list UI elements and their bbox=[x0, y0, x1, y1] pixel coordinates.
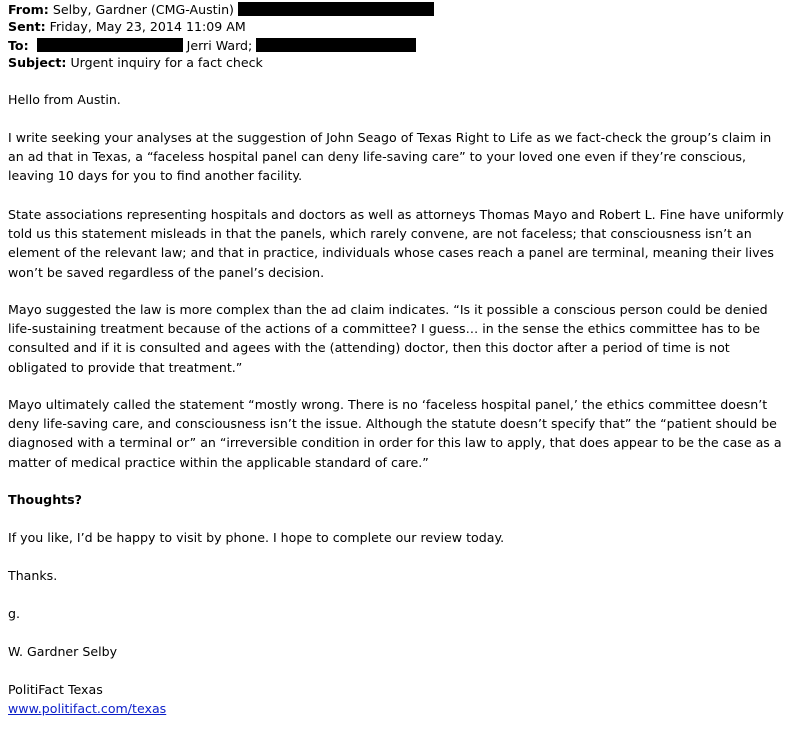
sent-label: Sent: bbox=[8, 19, 46, 34]
thanks-line: Thanks. bbox=[8, 568, 58, 583]
subject-label: Subject: bbox=[8, 55, 67, 70]
sent-line bbox=[8, 17, 246, 36]
to-value: Jerri Ward; bbox=[186, 38, 253, 53]
signature-org: PolitiFact Texas bbox=[8, 682, 103, 697]
greeting: Hello from Austin. bbox=[8, 92, 121, 107]
redaction-bar bbox=[238, 2, 434, 16]
from-label: From: bbox=[8, 2, 49, 17]
from-value: Selby, Gardner (CMG-Austin) bbox=[52, 2, 234, 17]
signature-name: W. Gardner Selby bbox=[8, 644, 118, 659]
paragraph-1: I write seeking your analyses at the suggestion of John Seago of Texas Right to Life as we fact-check the group’s claim in an ad that in Texas, a “faceless hospital panel can deny life-saving care” to your loved one even if they’re conscious, leaving 10 days for you to find another facility. bbox=[8, 130, 772, 184]
paragraph-3: Mayo suggested the law is more complex than the ad claim indicates. “Is it possible a conscious person could be denied life-sustaining treatment because of the actions of a committee? I guess… in the sense the ethics committee has to be consulted and if it is consulted and agees with the (attending) doctor, then this doctor after a period of time is not obligated to provide that treatment.” bbox=[8, 302, 768, 375]
subject-line bbox=[8, 53, 263, 72]
to-label: To: bbox=[8, 38, 29, 53]
paragraph-2: State associations representing hospitals and doctors as well as attorneys Thomas Mayo and Robert L. Fine have uniformly told us this statement misleads in that the panels, which rarely convene, are not faceless; that consciousness isn’t an element of the relevant law; and that in practice, individuals whose cases reach a panel are terminal, meaning their lives won’t be saved regardless of the panel’s decision. bbox=[8, 207, 784, 280]
initial-line: g. bbox=[8, 606, 20, 621]
redaction-bar bbox=[37, 38, 183, 52]
thoughts-line: Thoughts? bbox=[8, 492, 82, 507]
redaction-bar bbox=[256, 38, 416, 52]
paragraph-5: If you like, I’d be happy to visit by phone. I hope to complete our review today. bbox=[8, 530, 505, 545]
signature-link-line bbox=[8, 699, 784, 718]
sent-value: Friday, May 23, 2014 11:09 AM bbox=[49, 19, 246, 34]
paragraph-4: Mayo ultimately called the statement “mostly wrong. There is no ‘faceless hospital panel,’ the ethics committee doesn’t deny life-saving care, and consciousness isn’t the issue. Although the statute doesn’t specify that” the “patient should be diagnosed with a terminal or” an “irreversible condition in order for this law to apply, that does appear to be the case as a matter of medical practice within the applicable standard of care.” bbox=[8, 397, 782, 470]
politifact-link[interactable]: www.politifact.com/texas bbox=[8, 701, 167, 716]
subject-value: Urgent inquiry for a fact check bbox=[70, 55, 263, 70]
